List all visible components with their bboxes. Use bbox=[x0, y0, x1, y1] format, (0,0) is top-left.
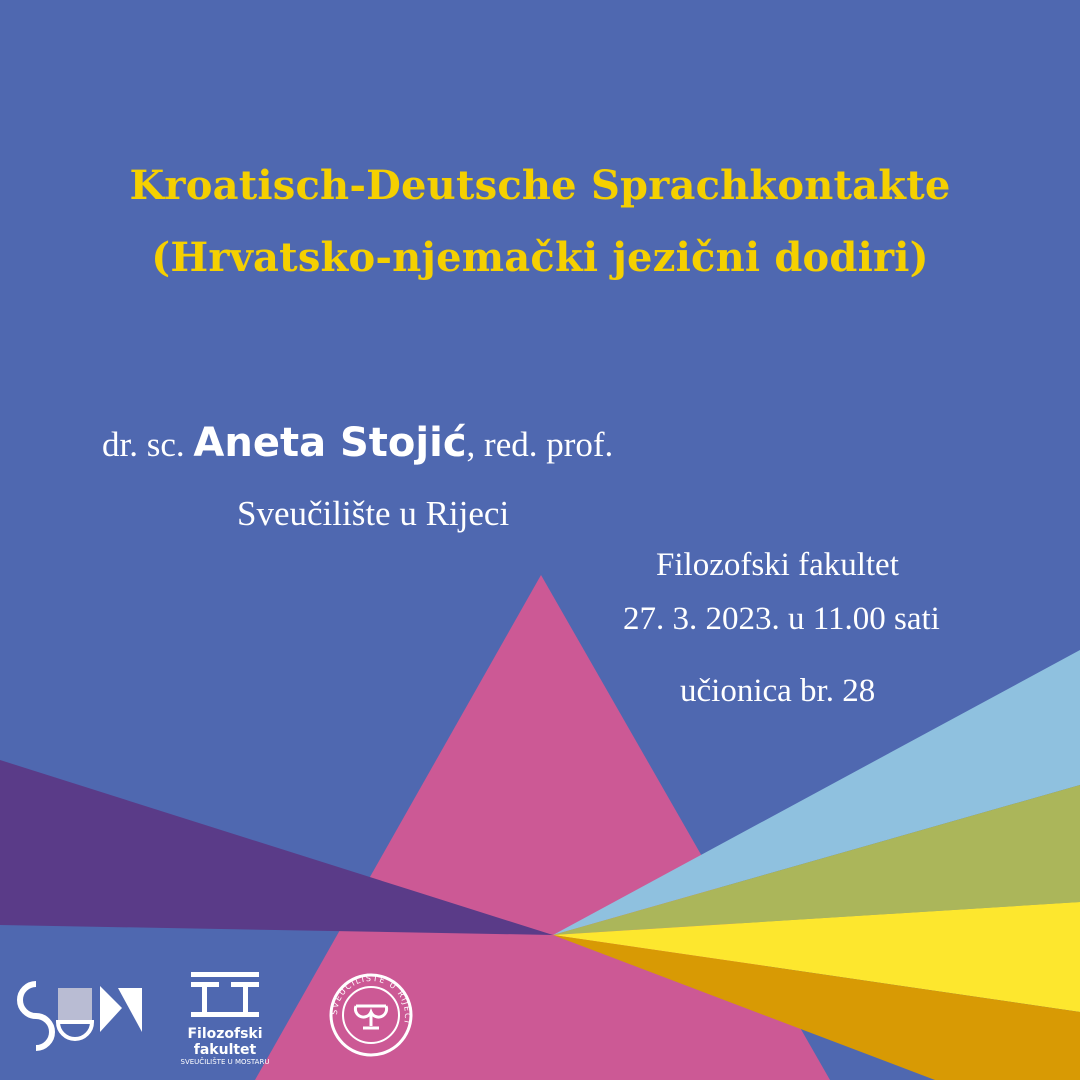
faculty-name: Filozofski fakultet bbox=[187, 1026, 263, 1058]
title-line-2: (Hrvatsko-njemački jezični dodiri) bbox=[151, 234, 929, 281]
event-venue: Filozofski fakultet bbox=[656, 547, 899, 583]
speaker-prefix: dr. sc. bbox=[102, 425, 185, 464]
seal-text: SVEUČILIŠTE U RIJECI bbox=[329, 973, 413, 1026]
faculty-sub: SVEUČILIŠTE U MOSTARU bbox=[180, 1058, 270, 1066]
rijeka-seal-icon bbox=[328, 972, 414, 1058]
title-line-1: Kroatisch-Deutsche Sprachkontakte bbox=[129, 162, 951, 209]
speaker-name: Aneta Stojić bbox=[193, 420, 467, 466]
event-room: učionica br. 28 bbox=[680, 673, 876, 709]
speaker-suffix: , red. prof. bbox=[466, 425, 614, 464]
faculty-logo bbox=[160, 970, 290, 1066]
event-datetime: 27. 3. 2023. u 11.00 sati bbox=[623, 601, 940, 637]
sum-logo bbox=[14, 978, 146, 1052]
faculty-emblem-icon bbox=[185, 970, 265, 1020]
speaker-university: Sveučilište u Rijeci bbox=[237, 494, 510, 533]
speaker-line bbox=[102, 420, 613, 466]
